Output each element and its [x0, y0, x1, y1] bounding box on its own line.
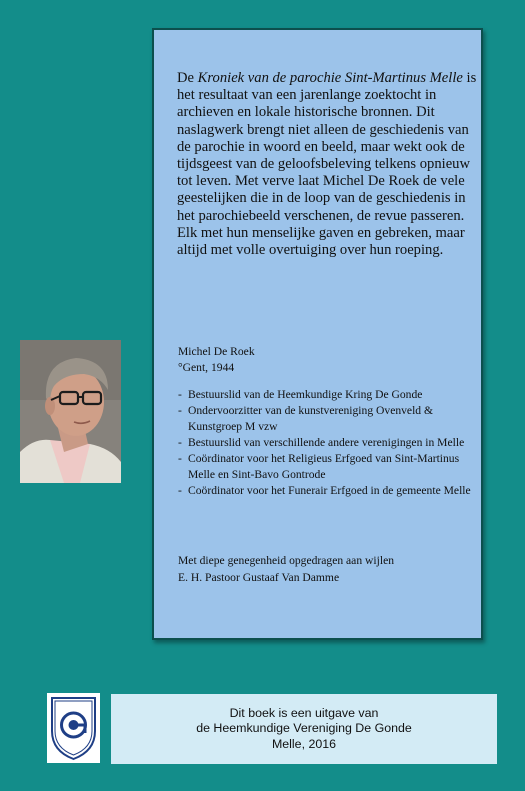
dedication	[178, 552, 478, 586]
author-birth: °Gent, 1944	[178, 361, 235, 374]
author-photo	[20, 340, 121, 483]
role-item: - Coördinator voor het Religieus Erfgoed van Sint-Martinus Melle en Sint-Bavo Gontrode	[178, 451, 478, 483]
role-item: - Ondervoorzitter van de kunstvereniging Ovenveld & Kunstgroep M vzw	[178, 403, 478, 435]
role-item: - Bestuurslid van de Heemkundige Kring De Gonde	[178, 387, 478, 403]
heemkundige-kring-logo	[47, 693, 100, 763]
blurb-text: is het resultaat van een jarenlange zoektocht in archieven en lokale historische bronnen. Dit naslagwerk brengt niet alleen de geschiedenis van de parochie in woord en beeld, maar wekt ook de tijdsgeest van de geloofsbeleving telkens opnieuw tot leven. Met verve laat Michel De Roek de vele geestelijken die in de loop van de geschiedenis in het parochiebeeld verschenen, de revue passeren. Elk met hun menselijke gaven en gebreken, maar altijd met volle overtuiging over hun roeping.	[177, 70, 477, 259]
publisher-name: de Heemkundige Vereniging De Gonde	[196, 721, 412, 736]
dedication-name: E. H. Pastoor Gustaaf Van Damme	[178, 571, 340, 584]
book-blurb	[177, 70, 477, 259]
role-item: - Coördinator voor het Funerair Erfgoed in de gemeente Melle	[178, 483, 478, 499]
publisher-info	[111, 694, 497, 764]
author-info	[178, 344, 478, 376]
role-item: - Bestuurslid van verschillende andere verenigingen in Melle	[178, 435, 478, 451]
shield-icon	[47, 693, 100, 763]
book-title: Kroniek van de parochie Sint-Martinus Melle	[197, 70, 463, 86]
back-cover-panel	[152, 28, 483, 640]
blurb-prefix: De	[177, 70, 198, 86]
author-name: Michel De Roek	[178, 345, 255, 358]
dedication-line: Met diepe genegenheid opgedragen aan wijlen	[178, 554, 395, 567]
publisher-line: Dit boek is een uitgave van	[229, 705, 379, 720]
author-roles	[178, 387, 478, 499]
author-portrait-illustration	[20, 340, 121, 483]
publisher-place-year: Melle, 2016	[271, 736, 337, 751]
